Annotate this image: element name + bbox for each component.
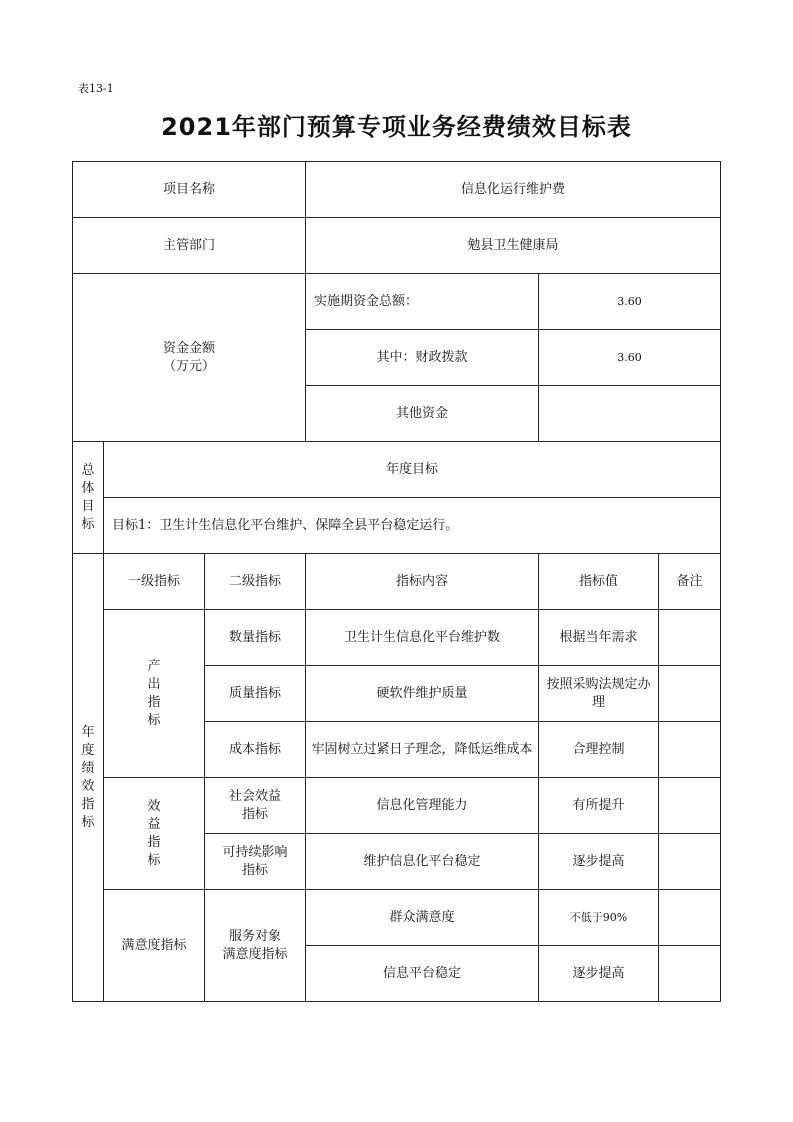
level2-cell: 数量指标 (205, 610, 306, 666)
total-funds-label: 实施期资金总额： (306, 274, 539, 330)
level2-line: 服务对象 (229, 928, 282, 944)
level2-cell (205, 890, 306, 1002)
note-cell (659, 722, 721, 778)
total-funds-value: 3.60 (539, 274, 721, 330)
benefit-indicator-label (104, 778, 205, 890)
side-char: 标 (147, 852, 161, 868)
side-char: 效 (81, 778, 95, 794)
content-cell: 群众满意度 (306, 890, 539, 946)
department-value: 勉县卫生健康局 (306, 218, 721, 274)
level2-cell: 成本指标 (205, 722, 306, 778)
content-cell: 维护信息化平台稳定 (306, 834, 539, 890)
value-cell: 有所提升 (539, 778, 659, 834)
table-row (73, 610, 721, 666)
level2-cell (205, 834, 306, 890)
side-char: 产 (147, 658, 161, 674)
note-cell (659, 946, 721, 1002)
funds-total-row (73, 274, 721, 330)
side-char: 标 (81, 814, 95, 830)
level2-cell: 质量指标 (205, 666, 306, 722)
level2-line: 社会效益 (229, 788, 282, 804)
annual-goal-label: 年度目标 (104, 442, 721, 498)
header-value: 指标值 (539, 554, 659, 610)
side-char: 度 (81, 742, 95, 758)
header-level2: 二级指标 (205, 554, 306, 610)
content-cell: 牢固树立过紧日子理念，降低运维成本 (306, 722, 539, 778)
side-char: 指 (81, 796, 95, 812)
side-char: 指 (147, 694, 161, 710)
side-char: 绩 (81, 760, 95, 776)
performance-target-table (72, 161, 721, 1002)
goal-text: 目标1：卫生计生信息化平台维护、保障全县平台稳定运行。 (104, 498, 721, 554)
note-cell (659, 610, 721, 666)
level2-line: 可持续影响 (222, 844, 288, 860)
level2-line: 满意度指标 (222, 946, 288, 962)
value-cell: 按照采购法规定办理 (539, 666, 659, 722)
value-cell: 合理控制 (539, 722, 659, 778)
content-cell: 卫生计生信息化平台维护数 (306, 610, 539, 666)
side-char: 标 (81, 516, 95, 532)
table-number: 表13-1 (78, 82, 114, 95)
side-char: 目 (81, 498, 95, 514)
other-funds-value (539, 386, 721, 442)
side-char: 标 (147, 712, 161, 728)
note-cell (659, 778, 721, 834)
finance-funds-label: 其中：财政拨款 (306, 330, 539, 386)
document-title: 2021年部门预算专项业务经费绩效目标表 (161, 113, 632, 141)
value-cell: 不低于90% (539, 890, 659, 946)
annual-indicator-side-label (73, 554, 104, 1002)
side-char: 指 (147, 834, 161, 850)
level2-line: 指标 (242, 862, 269, 878)
annual-goal-header-row (73, 442, 721, 498)
note-cell (659, 834, 721, 890)
project-name-label: 项目名称 (73, 162, 306, 218)
department-label: 主管部门 (73, 218, 306, 274)
value-cell: 逐步提高 (539, 834, 659, 890)
overall-goal-side-label (73, 442, 104, 554)
project-name-value: 信息化运行维护费 (306, 162, 721, 218)
side-char: 体 (81, 480, 95, 496)
output-indicator-label (104, 610, 205, 778)
content-cell: 硬软件维护质量 (306, 666, 539, 722)
note-cell (659, 666, 721, 722)
value-cell: 逐步提高 (539, 946, 659, 1002)
content-cell: 信息化管理能力 (306, 778, 539, 834)
table-row (73, 890, 721, 946)
funds-label-line1: 资金金额 (163, 340, 216, 356)
side-char: 效 (147, 798, 161, 814)
side-char: 年 (81, 724, 95, 740)
level2-line: 指标 (242, 806, 269, 822)
funds-label (73, 274, 306, 442)
satisfaction-indicator-label: 满意度指标 (104, 890, 205, 1002)
side-char: 益 (147, 816, 161, 832)
funds-label-line2: （万元） (163, 358, 216, 374)
department-row (73, 218, 721, 274)
finance-funds-value: 3.60 (539, 330, 721, 386)
table-row (73, 778, 721, 834)
side-char: 出 (147, 676, 161, 692)
content-cell: 信息平台稳定 (306, 946, 539, 1002)
note-cell (659, 890, 721, 946)
indicator-header-row (73, 554, 721, 610)
goal-text-row (73, 498, 721, 554)
header-content: 指标内容 (306, 554, 539, 610)
project-name-row (73, 162, 721, 218)
side-char: 总 (81, 462, 95, 478)
header-note: 备注 (659, 554, 721, 610)
value-cell: 根据当年需求 (539, 610, 659, 666)
level2-cell (205, 778, 306, 834)
header-level1: 一级指标 (104, 554, 205, 610)
other-funds-label: 其他资金 (306, 386, 539, 442)
